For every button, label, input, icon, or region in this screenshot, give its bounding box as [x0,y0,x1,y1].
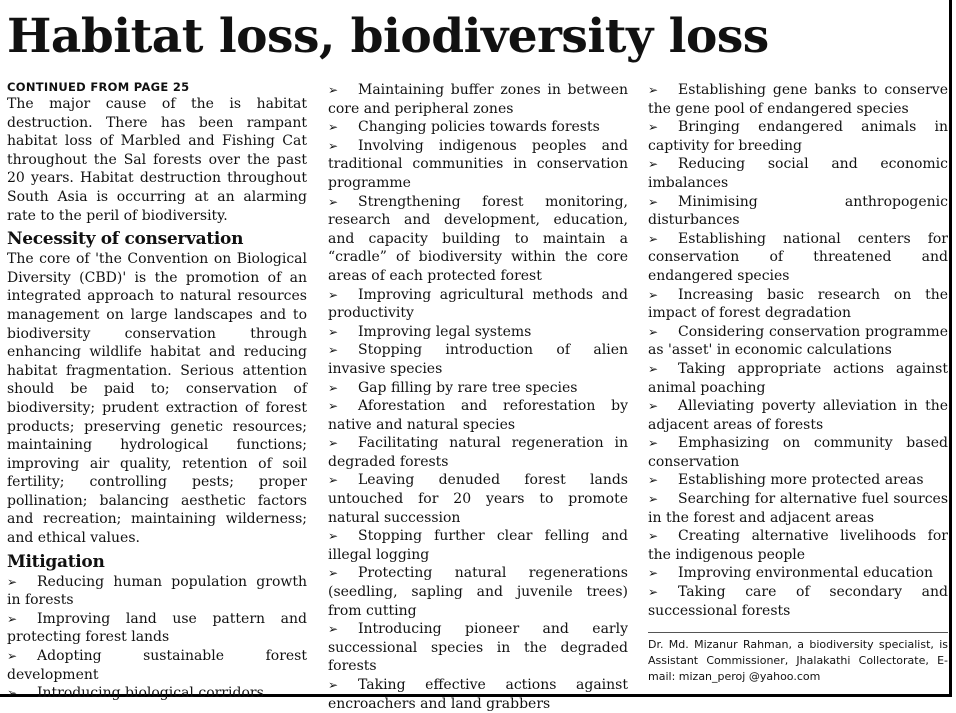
bullet-item [648,81,948,118]
arrow-bullet-icon: ➢ [648,473,659,488]
bullet-item [328,471,628,527]
bullet-text: Stopping further clear felling and illegal logging [328,528,628,563]
bullet-item [648,564,948,583]
mitigation-list-2 [328,81,628,713]
bullet-text: Facilitating natural regeneration in degraded forests [328,435,628,470]
arrow-bullet-icon: ➢ [648,287,659,302]
bullet-text: Involving indigenous peoples and traditional communities in conservation programme [328,137,628,191]
bullet-text: Strengthening forest monitoring, research and development, education, and capacity building to maintain a “cradle” of biodiversity within the core areas of each protected forest [328,193,628,284]
bullet-item [328,137,628,193]
arrow-bullet-icon: ➢ [648,492,659,507]
bullet-item [328,118,628,137]
arrow-bullet-icon: ➢ [648,436,659,451]
bullet-text: Maintaining buffer zones in between core and peripheral zones [328,82,628,117]
bullet-item [328,434,628,471]
bullet-text: Changing policies towards forests [358,119,600,136]
arrow-bullet-icon: ➢ [328,138,339,153]
mitigation-list-1 [7,573,307,703]
column-1 [7,80,307,703]
bullet-item [648,230,948,286]
bullet-text: Introducing biological corridors [37,685,264,702]
arrow-bullet-icon: ➢ [328,436,339,451]
arrow-bullet-icon: ➢ [328,380,339,395]
bullet-text: Stopping introduction of alien invasive species [328,342,628,377]
bullet-text: Alleviating poverty alleviation in the adjacent areas of forests [648,398,948,433]
column-3 [648,81,948,620]
bullet-text: Gap filling by rare tree species [358,379,578,396]
bullet-item [7,610,307,647]
bullet-item [7,573,307,610]
arrow-bullet-icon: ➢ [648,231,659,246]
arrow-bullet-icon: ➢ [328,678,339,692]
bullet-text: Establishing national centers for conservation of threatened and endangered species [648,230,948,284]
bullet-text: Taking appropriate actions against animal poaching [648,360,948,396]
bullet-item [648,434,948,471]
necessity-paragraph: The core of 'the Convention on Biological Diversity (CBD)' is the promotion of an integrated approach to natural resources management on large landscapes and to biodiversity conservation through enhancing wildlife habitat and reducing habitat fragmentation. Serious attention should be paid to; conservation of biodiversity; prudent extraction of forest products; preserving genetic resources; maintaining hydrological functions; improving air quality, retention of soil fertility; controlling pests; proper pollination; balancing aesthetic factors and recreation; maintaining wilderness; and ethical values. [7,251,307,547]
bullet-item [648,583,948,620]
bullet-text: Taking effective actions against encroachers and land grabbers [328,677,628,712]
bullet-text: Establishing gene banks to conserve the gene pool of endangered species [648,82,948,117]
bullet-item [648,397,948,434]
necessity-heading: Necessity of conservation [7,229,244,250]
arrow-bullet-icon: ➢ [328,194,339,209]
bullet-item [648,118,948,155]
mitigation-list-3 [648,81,948,620]
bullet-item [648,527,948,564]
headline: Habitat loss, biodiversity loss [7,9,769,64]
bullet-item [328,379,628,398]
arrow-bullet-icon: ➢ [648,361,659,376]
arrow-bullet-icon: ➢ [328,324,339,339]
arrow-bullet-icon: ➢ [328,83,339,97]
bullet-item [328,527,628,564]
bullet-item [7,647,307,684]
column-2 [328,81,628,713]
arrow-bullet-icon: ➢ [7,574,18,589]
arrow-bullet-icon: ➢ [648,157,659,172]
bullet-text: Bringing endangered animals in captivity for breeding [648,119,948,154]
bullet-text: Improving environmental education [678,565,934,582]
bullet-text: Introducing pioneer and early successional species in the degraded forests [328,621,628,675]
arrow-bullet-icon: ➢ [328,343,339,358]
bullet-item [648,193,948,230]
intro-paragraph: The major cause of the is habitat destruction. There has been rampant habitat loss of Marbled and Fishing Cat throughout the Sal forests over the past 20 years. Habitat destruction throughout South Asia is occurring at an alarming rate to the peril of biodiversity. [7,96,307,224]
bullet-text: Adopting sustainable forest development [7,648,307,683]
bullet-text: Improving land use pattern and protecting forest lands [7,610,307,646]
arrow-bullet-icon: ➢ [648,585,659,600]
bullet-item [328,341,628,378]
arrow-bullet-icon: ➢ [328,120,339,135]
arrow-bullet-icon: ➢ [328,566,339,581]
bullet-item [328,193,628,286]
bullet-item [648,286,948,323]
bullet-text: Creating alternative livelihoods for the indigenous people [648,528,948,563]
arrow-bullet-icon: ➢ [648,83,659,97]
bullet-item [648,490,948,527]
arrow-bullet-icon: ➢ [7,686,18,701]
arrow-bullet-icon: ➢ [648,529,659,544]
bullet-item [328,676,628,713]
bullet-item [7,684,307,703]
arrow-bullet-icon: ➢ [648,194,659,209]
bullet-text: Improving agricultural methods and productivity [328,286,628,322]
bullet-item [648,471,948,490]
bullet-item [648,323,948,360]
bullet-text: Searching for alternative fuel sources in the forest and adjacent areas [648,491,948,526]
bullet-text: Establishing more protected areas [678,472,924,489]
continued-kicker: CONTINUED FROM PAGE 25 [7,80,190,94]
author-byline: Dr. Md. Mizanur Rahman, a biodiversity specialist, is Assistant Commissioner, Jhalakathi Collectorate, E-mail: mizan_peroj @yahoo.com [648,632,948,685]
bullet-item [328,81,628,118]
bullet-text: Emphasizing on community based conservation [648,435,948,470]
bullet-text: Improving legal systems [358,323,532,340]
bullet-item [328,620,628,676]
arrow-bullet-icon: ➢ [648,399,659,414]
arrow-bullet-icon: ➢ [328,399,339,414]
arrow-bullet-icon: ➢ [648,120,659,135]
bullet-text: Increasing basic research on the impact of forest degradation [648,286,948,322]
bullet-item [328,564,628,620]
arrow-bullet-icon: ➢ [7,649,18,664]
arrow-bullet-icon: ➢ [648,324,659,339]
bullet-text: Considering conservation programme as 'asset' in economic calculations [648,323,948,359]
bullet-item [328,323,628,342]
arrow-bullet-icon: ➢ [648,566,659,581]
arrow-bullet-icon: ➢ [328,287,339,302]
arrow-bullet-icon: ➢ [7,611,18,626]
bullet-text: Reducing social and economic imbalances [648,156,948,191]
arrow-bullet-icon: ➢ [328,622,339,637]
arrow-bullet-icon: ➢ [328,529,339,544]
bullet-item [648,360,948,397]
bullet-text: Taking care of secondary and successional forests [648,584,948,619]
bullet-text: Leaving denuded forest lands untouched for 20 years to promote natural succession [328,472,628,526]
bullet-text: Reducing human population growth in forests [7,573,307,609]
mitigation-heading: Mitigation [7,551,105,572]
bullet-item [328,286,628,323]
arrow-bullet-icon: ➢ [328,473,339,488]
bullet-item [328,397,628,434]
bullet-item [648,155,948,192]
bullet-text: Aforestation and reforestation by native and natural species [328,398,628,433]
bullet-text: Protecting natural regenerations (seedling, sapling and juvenile trees) from cutting [328,565,628,619]
bullet-text: Minimising anthropogenic disturbances [648,193,948,229]
